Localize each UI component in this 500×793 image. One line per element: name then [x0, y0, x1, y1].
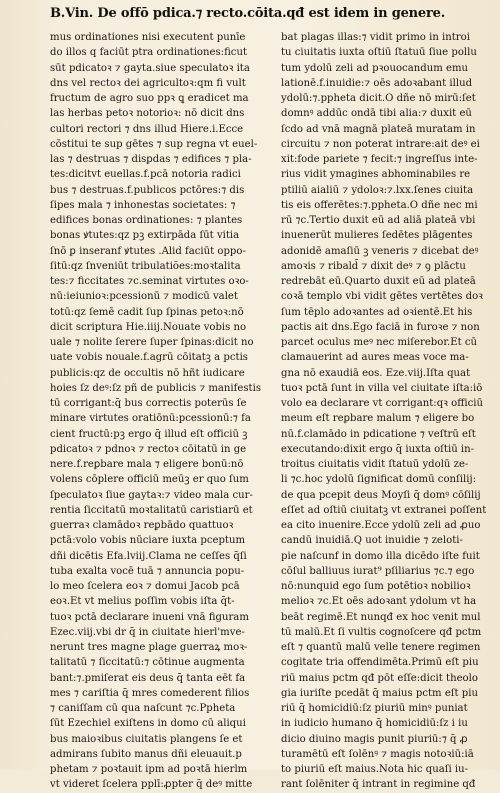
text-line: nū.f.clamādo in pdicatione ⁊ veſtrū eſt — [281, 428, 476, 440]
text-line: cōſul balliuus iurat⁹ pſiliarius ⁊c.⁊ ego — [281, 565, 475, 577]
text-line: eoꝛ.Et vt melius poſſim vobis iſta q̄t- — [50, 596, 235, 608]
text-line: ſipes mala ⁊ inhonestas societates: ⁊ — [50, 199, 236, 211]
text-line: gna nō exaudiā eos. Eze.viij.Iſta quat — [281, 367, 471, 379]
text-line: eſt ⁊ quantū malū velle tenere regimen — [281, 642, 481, 653]
text-line: redrebāt eū.Quarto duxit eū ad plateā — [281, 276, 476, 287]
text-line: bant:⁊.pmiſerat eis deus q̄ tanta eēt fa — [50, 672, 246, 684]
text-line: bonas ꝟtutes:qz pꝫ extirpāda ſūt vitia — [50, 230, 240, 242]
text-line: riū maius pctm qđ pōt eſſe:dicit theolo — [281, 672, 478, 684]
text-line: tū corrigant:q̄ bus correctis poterūs ſe — [50, 398, 247, 409]
text-line: melioꝛ ⁊c.Et oēs adoꝛant ydolum vt ha — [281, 596, 477, 608]
text-line: bat plagas illas:⁊ vidit primo in introi — [281, 32, 470, 43]
text-line: publicis:qz de occultis nō hñt iudicare — [50, 367, 245, 379]
text-line: tuoꝛ pctā ſunt in villa vel ciuitate iſta:iō — [281, 382, 483, 394]
text-line: talitatū ⁊ ſiccitatū:⁊ cōtinue augmenta — [50, 657, 245, 669]
text-line: admirans ſubito manus dñi eleuauit.p — [50, 748, 242, 760]
text-line: meum eſt reꝑbare malum ⁊ eligere bo — [281, 413, 475, 425]
text-line: tes:⁊ ficcitates ⁊c.seminat virtutes oꝛo- — [50, 276, 249, 287]
text-line: vt videret ſcelera pplī:ꝓpter q̄ deꝰ mitte — [50, 779, 253, 791]
text-line: coꝛā templo vbi vidit gētes vertētes doꝛ — [281, 291, 483, 303]
text-line: gia iuriſte pcedāt q̄ maius pctm eſt piu — [281, 687, 478, 699]
text-line: ſitū:qz ſnveniūt tribulatiões:moꝛtalita — [50, 260, 241, 272]
text-line: domnꝰ addūc ondā tibi alia:⁊ duxit eū — [281, 108, 472, 120]
text-line: volo ea declarare vt corrigant:qꝛ officiū — [281, 398, 484, 409]
text-line: rant ſolēniter q̄ intrant in regimine qđ — [281, 779, 476, 791]
text-line: rentia ſiccitatū moꝛtalitatū caristiarū et — [50, 504, 253, 516]
text-line: nerunt tres magne plage guerraꝝ moꝛ- — [50, 642, 248, 653]
text-line: to piuriū eſt maius.Nota hic quaſi iu- — [281, 764, 469, 775]
text-line: Ezec.viij.vbi dr q̄ in ciuitate hierl'mve- — [50, 626, 245, 638]
text-line: rū ⁊c.Tertio duxit eū ad aliā plateā vbi — [281, 215, 476, 226]
text-line: tū malū.Et ſi vultis cognoſcere qđ pctm — [281, 626, 482, 638]
text-line: phetam ⁊ poꝛtauit ipm ad poꝛtā hierlm — [50, 764, 248, 775]
text-line: pdicatoꝛ ⁊ pdnoꝛ ⁊ rectoꝛ cōitatū in ge — [50, 443, 247, 455]
text-line: cient fructū:pꝫ ergo q̄ illud eſt officiū ꝫ — [50, 428, 248, 440]
text-line: nere.f.reꝑbare mala ⁊ eligere bonū:nō — [50, 459, 244, 470]
text-line: tuba exalta vocē tuā ⁊ annuncia popu- — [50, 565, 245, 577]
text-line: riū q̄ homicidiū:ſz piuriū minꝰ puniat — [281, 703, 468, 714]
text-line: parcet oculus meꝰ nec miſerebor.Et cū — [281, 337, 478, 348]
text-line: tis eis offerētes:⁊.ppheta.O dñe nec mi — [281, 199, 478, 211]
text-line: ſcdo ad vnā magnā plateā muratam in — [281, 123, 476, 135]
text-line: cultori rectori ⁊ dns illud Hiere.i.Ecce — [50, 123, 244, 135]
text-line: pie naſcunf in domo illa dicēdo iſte fuit — [281, 550, 480, 562]
text-line: executando:dixit ergo q̄ iuxta oſtiū in- — [281, 443, 475, 455]
text-line: totū:qz ſemē cadit ſup ſpinas petoꝛ:nō — [50, 306, 244, 318]
text-line: beāt regimē.Et nunqđ ex hoc venit mul — [281, 611, 481, 623]
text-line: mes ⁊ cariſtia q̄ mres comederent filios — [50, 687, 250, 699]
text-line: minare virtutes oratiōnū:pcessionū:⁊ fa — [50, 413, 251, 425]
text-line: ſnō ꝑ inseranf ꝟtutes .Alid faciūt oppo- — [50, 245, 246, 257]
text-line: ⁊ caniſſam cū qua naſcunt ⁊c.Ppheta — [50, 703, 236, 714]
text-line: pactis ait dns.Ego faciā in furoꝛe ⁊ non — [281, 321, 480, 333]
text-line: in iudicio humano q̄ homicidiū:ſz i iu — [281, 718, 468, 730]
text-line: tu ciuitatis iuxta oſtiū ſtatuū ſiue pollu — [281, 47, 477, 59]
text-line: uate vobis nouale.f.agrū cōitatꝫ a pctis — [50, 352, 248, 364]
text-line: mus ordinationes nisi executent punīe — [50, 32, 246, 43]
text-line: troitus ciuitatis vidit ſtatuū ydolū ze- — [281, 459, 469, 470]
text-line: las ⁊ destruas ⁊ disꝑdas ⁊ edifices ⁊ pla- — [50, 154, 252, 165]
text-line: ſum tēplo adoꝛantes ad oꝛientē.Et his — [281, 306, 473, 318]
text-line: ptiliū aialiū ⁊ ydoloꝛ:⁊.lxx.ſenes ciuita — [281, 184, 474, 196]
text-column-right — [281, 30, 491, 791]
text-line: eſſet ad oſtiū ciuitatꝫ vt extranei poſſent — [281, 504, 487, 516]
text-line: nō:nunquid ego ſum potētioꝛ nobilioꝛ — [281, 581, 471, 592]
text-line: clamauerint ad aures meas voce ma- — [281, 352, 469, 364]
text-line: de qua pcepit deus Moyſi q̄ domꝰ cōſilij — [281, 489, 481, 501]
text-line: ydolū:⁊.ppheta dicit.O dñe nō mirū:ſet — [281, 93, 476, 104]
text-line: tuoꝛ pctā declarare inueni vnā figuram — [50, 611, 249, 623]
text-line: bus ⁊ destruas.f.publicos pctōres:⁊ dis — [50, 184, 245, 196]
text-line: cogitate tria offendimēta.Primū eſt piu — [281, 657, 479, 669]
text-line: lationē.f.inuidie:⁊ oēs adoꝛabant illud — [281, 77, 473, 89]
text-line: las herbas petoꝛ notorioꝛ: nō dicit dns — [50, 108, 245, 120]
text-line: pctā:volo vobis nūciare iuxta pceptum — [50, 535, 246, 547]
text-line: lo meo ſcelera eoꝛ ⁊ domui Jacob pcā — [50, 581, 240, 592]
text-line: ſūt Ezechiel exiſtens in domo cū aliqui — [50, 718, 246, 730]
text-line: tes:dicitvt euellas.f.pcā notoria radici — [50, 169, 241, 181]
text-line: fructum de agro suo ppꝛ ꝗ eradicet ma — [50, 93, 249, 104]
text-line: ſpeculatoꝛ ſiue gaytaꝛ:⁊ video mala cur- — [50, 489, 253, 501]
text-line: hoies ſz deꝰ:ſz pñ de publicis ⁊ manifestis — [50, 382, 262, 394]
text-line: uale ⁊ nolite ſerere ſuper ſpinas:dicit no — [50, 337, 254, 348]
text-line: edifices bonas ordinationes: ⁊ plantes — [50, 215, 243, 226]
text-line: ea cito inuenire.Ecce ydolū zeli ad ꝓuo — [281, 520, 481, 531]
text-line: turamētū eſt ſolēnꝰ ⁊ magis notoꝛiū:iā — [281, 748, 474, 760]
text-line: dns vel rectoꝛ dei agricultoꝛ:qm fi vult — [50, 77, 246, 89]
text-line: dñi dicētis Efa.lviij.Clama ne ceſſes q̄ſi — [50, 550, 247, 562]
text-line: bus maioꝛibus ciuitatis plangens ſe et — [50, 733, 243, 745]
text-line: volens cōplere officiū meūꝫ er quo ſum — [50, 474, 249, 486]
text-line: nū:ieiunioꝛ:pcessionū ⁊ modicū valet — [50, 291, 238, 303]
running-title: B.Vin. De offō pdica.⁊ recto.cōita.qđ est idem in genere. — [50, 6, 446, 21]
text-column-left — [50, 30, 272, 791]
text-line: amoꝛis ⁊ ribald̄ ⁊ dixit deꝰ ⁊ ꝯ plāctu — [281, 260, 466, 272]
text-line: sūt pdicatoꝛ ⁊ gayta.siue speculatoꝛ ita — [50, 62, 250, 74]
text-line: xit:fode pariete ⁊ fecit:⁊ ingreſſus inte- — [281, 154, 478, 165]
text-line: circuitu ⁊ non poterat intrare:ait deꝰ ei — [281, 138, 480, 150]
text-line: dicio diuino magis punit piuriū:⁊ q̄ ꝓ — [281, 733, 468, 745]
text-line: tum ydolū zeli ad pꝛouocandum emu — [281, 62, 469, 74]
text-line: adonidē amaſiū ꝫ veneris ⁊ dicebat deꝰ — [281, 245, 479, 257]
text-line: candū inuidiā.Q uot inuidie ⁊ zeloti- — [281, 535, 463, 547]
text-line: do illos q faciūt ptra ordinationes:ficut — [50, 47, 248, 59]
text-line: li ⁊c.hoc ydolū ſignificat domū conſilij: — [281, 474, 476, 486]
text-line: inuenerūt mulieres ſedētes plāgentes — [281, 230, 473, 242]
text-line: guerraꝛ clamādoꝛ reꝑbādo quattuoꝛ — [50, 520, 234, 531]
text-line: dicit scriptura Hie.iiij.Nouate vobis no — [50, 321, 247, 333]
text-line: cōstitui te sup gētes ⁊ sup regna vt euel- — [50, 138, 258, 150]
text-line: rius vidit ymagines abhominabiles re — [281, 169, 471, 181]
